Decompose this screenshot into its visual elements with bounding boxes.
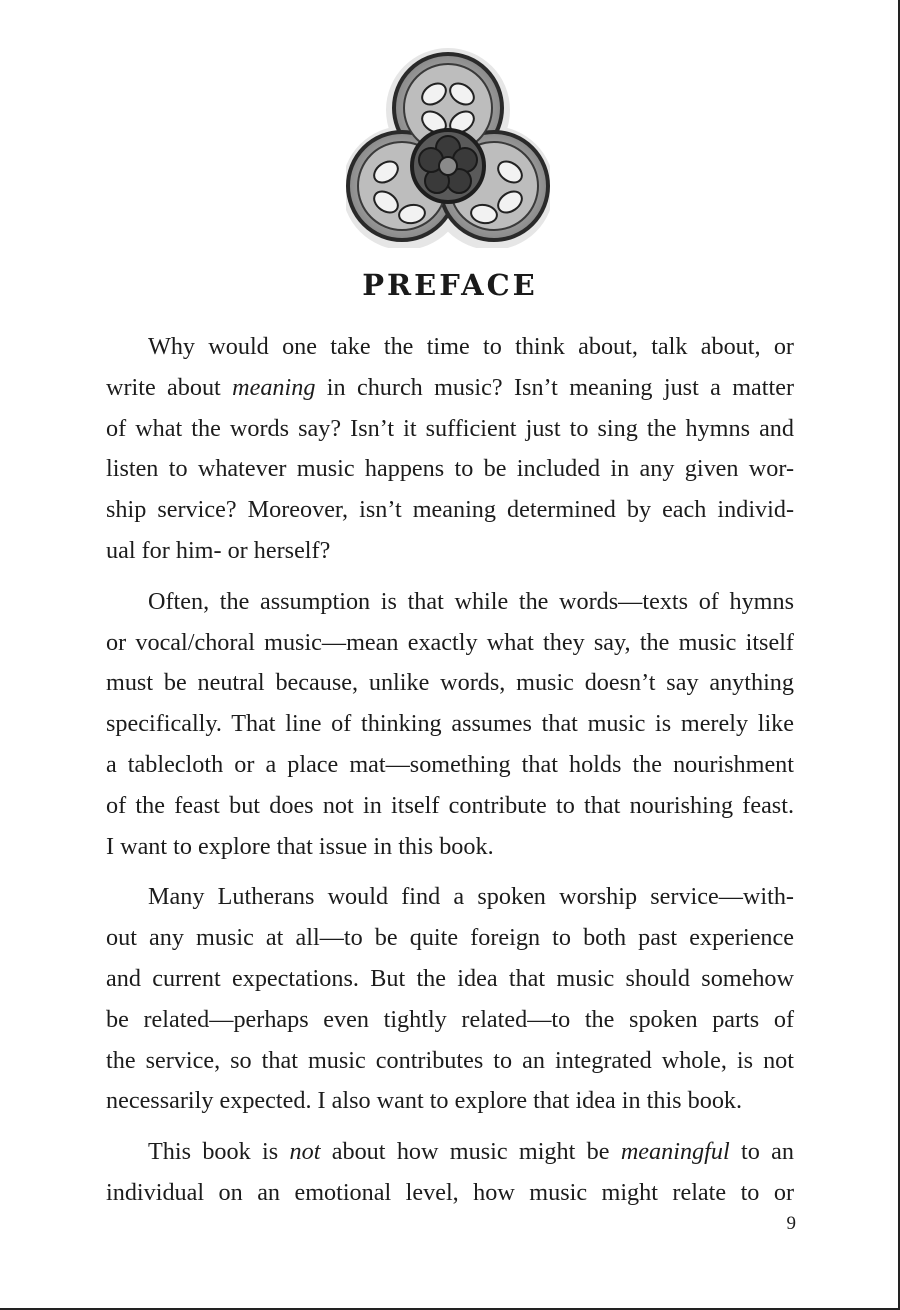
paragraph bbox=[106, 327, 794, 572]
paragraph bbox=[106, 1132, 794, 1214]
text-line: of what the words say? Isn’t it sufficient just to sing the hymns and bbox=[106, 414, 794, 442]
text-line: the service, so that music contributes to an integrated whole, is not bbox=[106, 1046, 794, 1074]
text-line: or vocal/choral music—mean exactly what they say, the music itself bbox=[106, 628, 794, 656]
text-line: individual on an emotional level, how music might relate to or bbox=[106, 1178, 794, 1206]
text-line: ship service? Moreover, isn’t meaning determined by each individ- bbox=[106, 496, 794, 524]
paragraph bbox=[106, 582, 794, 868]
text-line: must be neutral because, unlike words, music doesn’t say anything bbox=[106, 669, 794, 697]
paragraph bbox=[106, 877, 794, 1122]
trefoil-rose-window-icon bbox=[346, 44, 550, 248]
text-line: a tablecloth or a place mat—something that holds the nourishment bbox=[106, 750, 794, 778]
body-text bbox=[106, 327, 794, 1224]
emphasis: not bbox=[289, 1138, 321, 1166]
emphasis: meaning bbox=[232, 373, 316, 401]
text-line: I want to explore that issue in this book. bbox=[106, 832, 494, 860]
text-line: be related—perhaps even tightly related—to the spoken parts of bbox=[106, 1005, 794, 1033]
text-line: of the feast but does not in itself contribute to that nourishing feast. bbox=[106, 791, 794, 819]
text-line: Often, the assumption is that while the words—texts of hymns bbox=[148, 587, 794, 615]
text-line: specifically. That line of thinking assumes that music is merely like bbox=[106, 710, 794, 738]
text-line: and current expectations. But the idea that music should somehow bbox=[106, 964, 794, 992]
text-line: out any music at all—to be quite foreign to both past experience bbox=[106, 924, 794, 952]
text-line: This book is not about how music might be meaningful to an bbox=[148, 1138, 794, 1166]
text-line: listen to whatever music happens to be included in any given wor- bbox=[106, 455, 794, 483]
text-line: write about meaning in church music? Isn’t meaning just a matter bbox=[106, 373, 795, 401]
page-number: 9 bbox=[786, 1213, 796, 1234]
emphasis: meaningful bbox=[620, 1138, 730, 1166]
text-line: Many Lutherans would find a spoken worship service—with- bbox=[148, 883, 794, 911]
text-line: ual for him- or herself? bbox=[106, 536, 331, 564]
text-line: necessarily expected. I also want to explore that idea in this book. bbox=[106, 1087, 743, 1115]
text-line: Why would one take the time to think about, talk about, or bbox=[148, 333, 794, 360]
page-title: PREFACE bbox=[362, 268, 538, 302]
